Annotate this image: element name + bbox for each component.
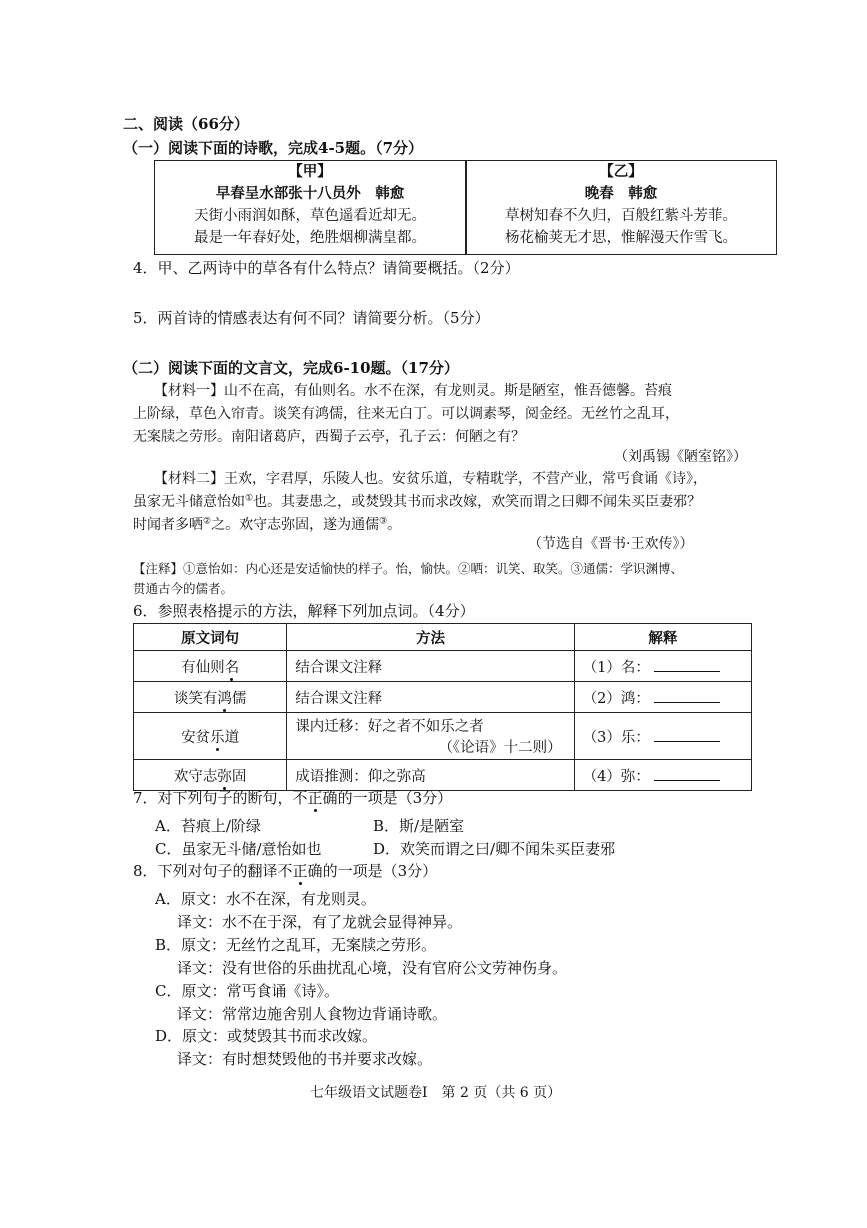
material2-text: 也。其妻患之，或焚毁其书而求改嫁，欢笑而谓之曰卿不闻朱买臣妻邪？ (253, 494, 702, 510)
material1-line3: 无案牍之劳形。南阳诸葛庐，西蜀子云亭，孔子云：何陋之有？ (133, 429, 525, 445)
q8-option-c-translation: 译文：常常边施舍别人食物边背诵诗歌。 (177, 1005, 448, 1023)
material2-text: 之。欢守志弥固，遂为通儒 (211, 517, 380, 533)
page-footer: 七年级语文试题卷Ⅰ 第 2 页（共 6 页） (310, 1085, 562, 1101)
poem-yi-line1: 草树知春不久归，百般红紫斗芳菲。 (505, 208, 737, 224)
poem-yi (466, 161, 776, 254)
poem-yi-tag: 【乙】 (599, 163, 643, 180)
answer-label: （3）乐： (582, 729, 650, 746)
answer-cell (574, 760, 751, 791)
phrase-text: 道 (224, 729, 240, 746)
method-cell (287, 713, 574, 760)
table-header-row (134, 624, 752, 651)
col-header: 原文词句 (134, 624, 287, 651)
poem-jia-tag: 【甲】 (288, 163, 332, 180)
phrase-text: 安贫 (181, 729, 211, 746)
footnote-marker-3: ③ (379, 516, 388, 527)
q7-stem: 7．对下列句子的断句， (133, 789, 293, 807)
footnote-marker-1: ① (245, 493, 254, 504)
poem-yi-line2: 杨花榆荚无才思，惟解漫天作雪飞。 (505, 230, 737, 246)
q8-option-d-translation: 译文：有时想焚毁他的书并要求改嫁。 (177, 1050, 433, 1068)
q8-option-d[interactable]: D．原文：或焚毁其书而求改嫁。 (155, 1027, 378, 1045)
col-header: 解释 (574, 624, 751, 651)
phrase-text: 儒 (231, 690, 247, 707)
answer-blank[interactable] (654, 727, 720, 742)
material1-line1: 【材料一】山不在高，有仙则名。水不在深，有龙则灵。斯是陋室，惟吾德馨。苔痕 (154, 383, 672, 399)
answer-blank[interactable] (654, 657, 720, 672)
question-4: 4．甲、乙两诗中的草各有什么特点？请简要概括。（2分） (133, 259, 520, 277)
poem-jia-line1: 天街小雨润如酥，草色遥看近却无。 (194, 208, 426, 224)
dotted-word: 弥 (217, 768, 232, 785)
q8-option-a-translation: 译文：水不在于深，有了龙就会显得神异。 (177, 913, 463, 931)
dotted-word: 名 (224, 659, 240, 676)
table-row (134, 760, 752, 791)
phrase-text: 固 (231, 768, 247, 785)
answer-blank[interactable] (654, 688, 720, 703)
table-row (134, 682, 752, 713)
material2-text: 时闻者多哂 (133, 517, 203, 533)
method-table (133, 623, 752, 791)
emphasis-text: 不正确 (277, 862, 323, 880)
poem-jia (155, 161, 465, 254)
phrase-text: 有仙则 (181, 659, 225, 676)
material2-line1: 【材料二】王欢，字君厚，乐陵人也。安贫乐道，专精耽学，不营产业，常丐食诵《诗》， (154, 471, 707, 487)
method-source: （《论语》十二则） (438, 740, 562, 756)
phrase-cell (134, 760, 287, 791)
q7-option-c[interactable]: C．虽家无斗储/意怡如也 (155, 840, 322, 858)
material2-line3 (133, 516, 401, 535)
annotation-line1: 【注释】①意怡如：内心还是安适愉快的样子。怡，愉快。②哂：讥笑、取笑。③通儒：学识渊博、 (133, 561, 684, 576)
emphasis-text: 不正确 (292, 789, 338, 807)
phrase-cell (134, 713, 287, 760)
q8-stem: 8．下列对句子的翻译 (133, 862, 278, 880)
annotation-line2: 贯通古今的儒者。 (133, 581, 234, 596)
phrase-cell (134, 651, 287, 682)
q8-option-b[interactable]: B．原文：无丝竹之乱耳，无案牍之劳形。 (155, 936, 437, 954)
dotted-word: 乐 (210, 729, 225, 746)
q7-option-b[interactable]: B．斯/是陋室 (373, 817, 465, 835)
answer-cell (574, 713, 751, 760)
material1-line2: 上阶绿，草色入帘青。谈笑有鸿儒，往来无白丁。可以调素琴，阅金经。无丝竹之乱耳， (133, 406, 679, 422)
material2-source: （节选自《晋书·王欢传》） (528, 536, 694, 552)
method-text: 课内迁移：好之者不如乐之者 (295, 719, 484, 735)
q8-option-b-translation: 译文：没有世俗的乐曲扰乱心境，没有官府公文劳神伤身。 (177, 959, 568, 977)
q8-option-a[interactable]: A．原文：水不在深，有龙则灵。 (155, 890, 376, 908)
material2-text: 虽家无斗储意怡如 (133, 494, 245, 510)
table-row (134, 713, 752, 760)
q7-option-a[interactable]: A．苔痕上/阶绿 (155, 817, 261, 835)
method-cell: 成语推测：仰之弥高 (287, 760, 574, 791)
table-row (134, 651, 752, 682)
q7-option-d[interactable]: D．欢笑而谓之曰/卿不闻朱买臣妻邪 (373, 840, 616, 858)
poem-jia-title: 早春呈水部张十八员外 韩愈 (215, 185, 405, 202)
answer-label: （4）弥： (582, 768, 650, 785)
poem-jia-line2: 最是一年春好处，绝胜烟柳满皇都。 (194, 230, 426, 246)
dotted-word: 鸿 (217, 690, 232, 707)
answer-cell (574, 682, 751, 713)
section-title: 二、阅读（66分） (123, 115, 249, 133)
answer-label: （2）鸿： (582, 690, 650, 707)
col-header: 方法 (287, 624, 574, 651)
material2-line2 (133, 493, 701, 512)
material2-text: 。 (387, 517, 402, 533)
method-cell: 结合课文注释 (287, 651, 574, 682)
question-6: 6．参照表格提示的方法，解释下列加点词。（4分） (133, 602, 475, 620)
answer-label: （1）名： (582, 659, 650, 676)
q8-stem: 的一项是（3分） (322, 862, 438, 880)
question-8 (133, 861, 437, 881)
answer-cell (574, 651, 751, 682)
part1-heading: （一）阅读下面的诗歌，完成4-5题。（7分） (123, 139, 424, 157)
poem-table (154, 160, 777, 255)
poem-yi-title: 晚春 韩愈 (584, 185, 658, 202)
answer-blank[interactable] (654, 766, 720, 781)
question-5: 5．两首诗的情感表达有何不同？请简要分析。（5分） (133, 309, 490, 327)
q8-option-c[interactable]: C．原文：常丐食诵《诗》。 (155, 982, 339, 1000)
method-cell: 结合课文注释 (287, 682, 574, 713)
footnote-marker-2: ② (203, 516, 212, 527)
question-7 (133, 788, 452, 808)
material1-source: （刘禹锡《陋室铭》） (614, 449, 747, 465)
part2-heading: （二）阅读下面的文言文，完成6-10题。（17分） (123, 359, 459, 377)
q7-stem: 的一项是（3分） (337, 789, 453, 807)
phrase-text: 谈笑有 (173, 690, 218, 707)
phrase-text: 欢守志 (173, 768, 218, 785)
phrase-cell (134, 682, 287, 713)
